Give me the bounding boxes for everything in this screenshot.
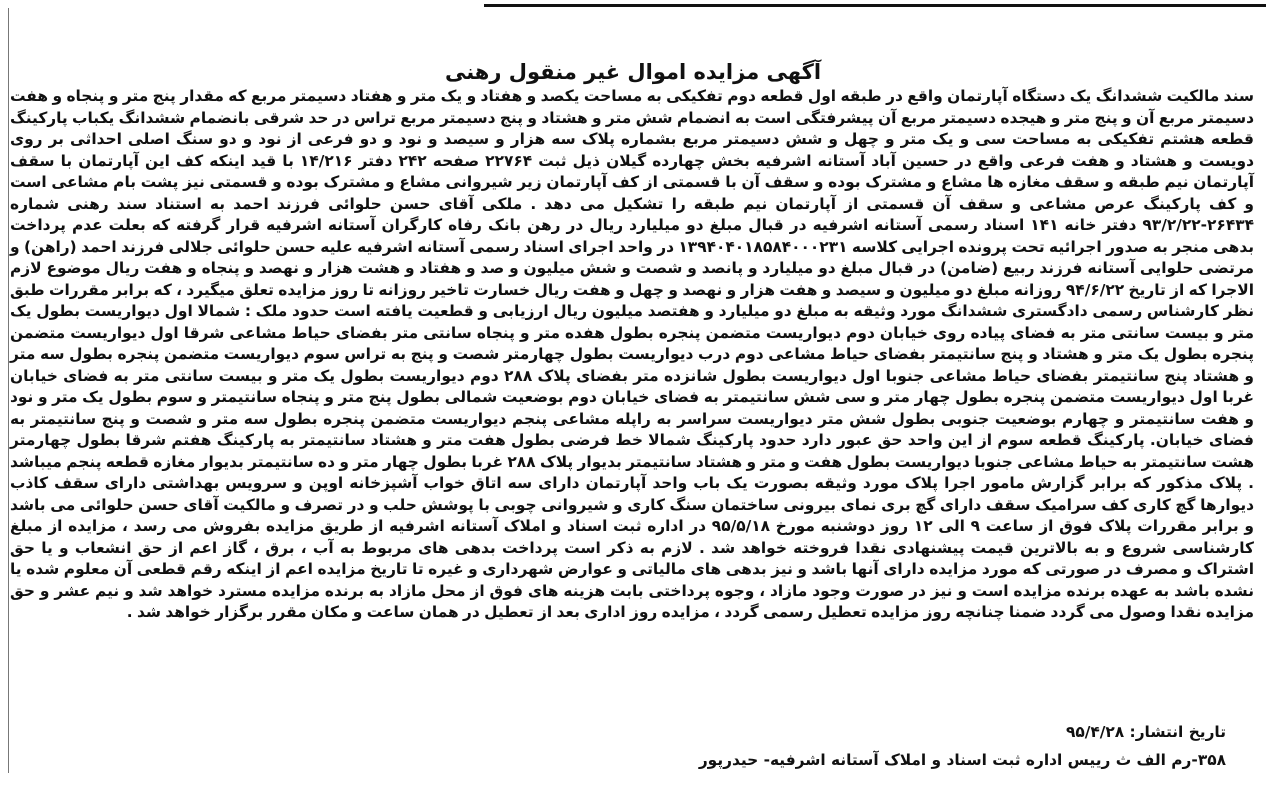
notice-body: سند مالکیت ششدانگ یک دستگاه آپارتمان واقع در طبقه اول قطعه دوم تفکیکی به مساحت یکصد و هفتاد و یک متر و هفتاد دسیمتر مربع که مقدار پنج متر و پنجاه و هفت دسیمتر مربع آن و پنج متر و هیجده دسیمتر مربع آن پیشرفتگی است به انضمام شش متر و هشتاد و پنج دسیمتر مربع تراس در حد شرقی بانضمام ششدانگ یکباب پارکینگ قطعه هشتم تفکیکی به مساحت سی و یک متر و چهل و شش دسیمتر مربع بشماره پلاک سه هزار و سیصد و نود و دو فرعی از نود و دو سنگ اصلی احداثی بر روی دویست و هشتاد و هفت فرعی واقع در حسین آباد آستانه اشرفیه بخش چهارده گیلان ذیل ثبت ۲۲۷۶۴ صفحه ۲۴۲ دفتر ۱۴/۲۱۶ با قید اینکه کف این آپارتمان با سقف آپارتمان نیم طبقه و سقف مغازه ها مشاع و مشترک بوده و سقف آن با قسمتی از کف آپارتمان زیر شیروانی مشاع و مشترک بوده و قسمتی نیز پشت بام مشاعی است و کف پارکینگ عرص مشاعی و سقف آن قسمتی از آپارتمان نیم طبقه را تشکیل می دهد . ملکی آقای حسن حلوائی فرزند احمد به استناد سند رهنی شماره ۲۶۴۳۴-۹۳/۲/۲۲ دفتر خانه ۱۴۱ اسناد رسمی آستانه اشرفیه در قبال مبلغ دو میلیارد ریال در رهن بانک رفاه کارگران آستانه اشرفیه قرار گرفته که بعلت عدم پرداخت بدهی منجر به صدور اجرائیه تحت پرونده اجرایی کلاسه ۱۳۹۴۰۴۰۱۸۵۸۴۰۰۰۲۳۱ در واحد اجرای اسناد رسمی آستانه اشرفیه علیه حسن حلوائی جلالی فرزند احمد (راهن) و مرتضی حلوایی آستانه فرزند ربیع (ضامن) در قبال مبلغ دو میلیارد و پانصد و شصت و شش میلیون و صد و هفتاد و هشت هزار و نهصد و پنجاه و هفت ریال موضوع لازم الاجرا که از تاریخ ۹۴/۶/۲۲ روزانه مبلغ دو میلیون و سیصد و هفت هزار و نهصد و چهل و هفت ریال خسارت تاخیر روزانه تا روز مزایده تعلق میگیرد ، که برابر مقررات طبق نظر کارشناس رسمی دادگستری ششدانگ مورد وثیقه به مبلغ دو میلیارد و هفتصد میلیون ریال ارزیابی و قطعیت یافته است حدود ملک : شمالا اول دیواریست بطول یک متر و بیست سانتی متر به فضای پیاده روی خیابان دوم دیواریست متضمن پنجره بطول هفده متر و پنجاه سانتی متر بفضای حیاط مشاعی شرقا اول دیواریست متضمن پنجره بطول یک متر و هشتاد و پنج سانتیمتر بفضای حیاط مشاعی دوم درب دیواریست بطول چهارمتر شصت و پنج به تراس سوم دیواریست متضمن پنجره بطول سه متر و هشتاد پنج سانتیمتر بفضای حیاط مشاعی جنوبا اول دیواریست بطول شانزده متر بفضای پلاک ۲۸۸ دوم دیواریست بطول یک متر و بیست سانتی متر به فضای خیابان غربا اول دیواریست متضمن پنجره بطول چهار متر و سی شش سانتیمتر به فضای خیابان دوم بوضعیت شمالی بطول پنج متر و پنجاه سانتیمتر و سوم بطول یک متر و نود و هفت سانتیمتر و چهارم بوضعیت جنوبی بطول شش متر دیواریست سراسر به راپله مشاعی پنجم دیواریست متضمن پنجره بطول سه متر و شصت و پنج سانتیمتر به فضای خیابان. پارکینگ قطعه سوم از این واحد حق عبور دارد حدود پارکینگ شمالا خط فرضی بطول هفت متر و هشتاد سانتیمتر به پارکینگ هفتم شرقا بطول چهارمتر هشت سانتیمتر به حیاط مشاعی جنوبا دیواریست بطول هفت و متر و هشتاد سانتیمتر بدیوار پلاک ۲۸۸ غربا بطول چهار متر و ده سانتیمتر بدیوار مغازه قطعه پنجم میباشد . پلاک مذکور که برابر گزارش مامور اجرا پلاک مورد وثیقه بصورت یک باب واحد آپارتمان دارای سه اتاق خواب آشپزخانه اوپن و سرویس بهداشتی دارای سقف کاذب دیوارها گچ کاری کف سرامیک سقف دارای گچ بری نمای بیرونی ساختمان سنگ کاری و شیروانی چوبی با پوشش حلب و در تصرف و مالکیت آقای حسن حلوائی می باشد و برابر مقررات پلاک فوق از ساعت ۹ الی ۱۲ روز دوشنبه مورخ ۹۵/۵/۱۸ در اداره ثبت اسناد و املاک آستانه اشرفیه از طریق مزایده بفروش می رسد ، مزایده از مبلغ کارشناسی شروع و به بالاترین قیمت پیشنهادی نقدا فروخته خواهد شد . لازم به ذکر است پرداخت بدهی های مربوط به آب ، برق ، گاز اعم از حق انشعاب و یا حق اشتراک و مصرف در صورتی که مورد مزایده دارای آنها باشد و نیز بدهی های مالیاتی و عوارض شهرداری و غیره تا تاریخ مزایده اعم از اینکه رقم قطعی آن معلوم شده یا نشده باشد به عهده برنده مزایده است و نیز در صورت وجود مازاد ، وجوه پرداختی بابت هزینه های فوق از محل مازاد به برنده مزایده مسترد خواهد شد و نیم عشر و حق مزایده نقدا وصول می گردد ضمنا چنانچه روز مزایده تعطیل رسمی گردد ، مزایده روز اداری بعد از تعطیل در همان ساعت و مکان مقرر برگزار خواهد شد . (10, 87, 1254, 621)
top-rule (484, 4, 1266, 7)
publish-date: تاریخ انتشار: ۹۵/۴/۲۸ (1065, 723, 1226, 741)
notice-title: آگهی مزایده اموال غیر منقول رهنی (444, 60, 822, 84)
left-border-rule (8, 8, 9, 773)
notice-footer: ۳۵۸-رم الف ث رییس اداره ثبت اسناد و املاک آستانه اشرفیه- حیدرپور (698, 751, 1226, 769)
